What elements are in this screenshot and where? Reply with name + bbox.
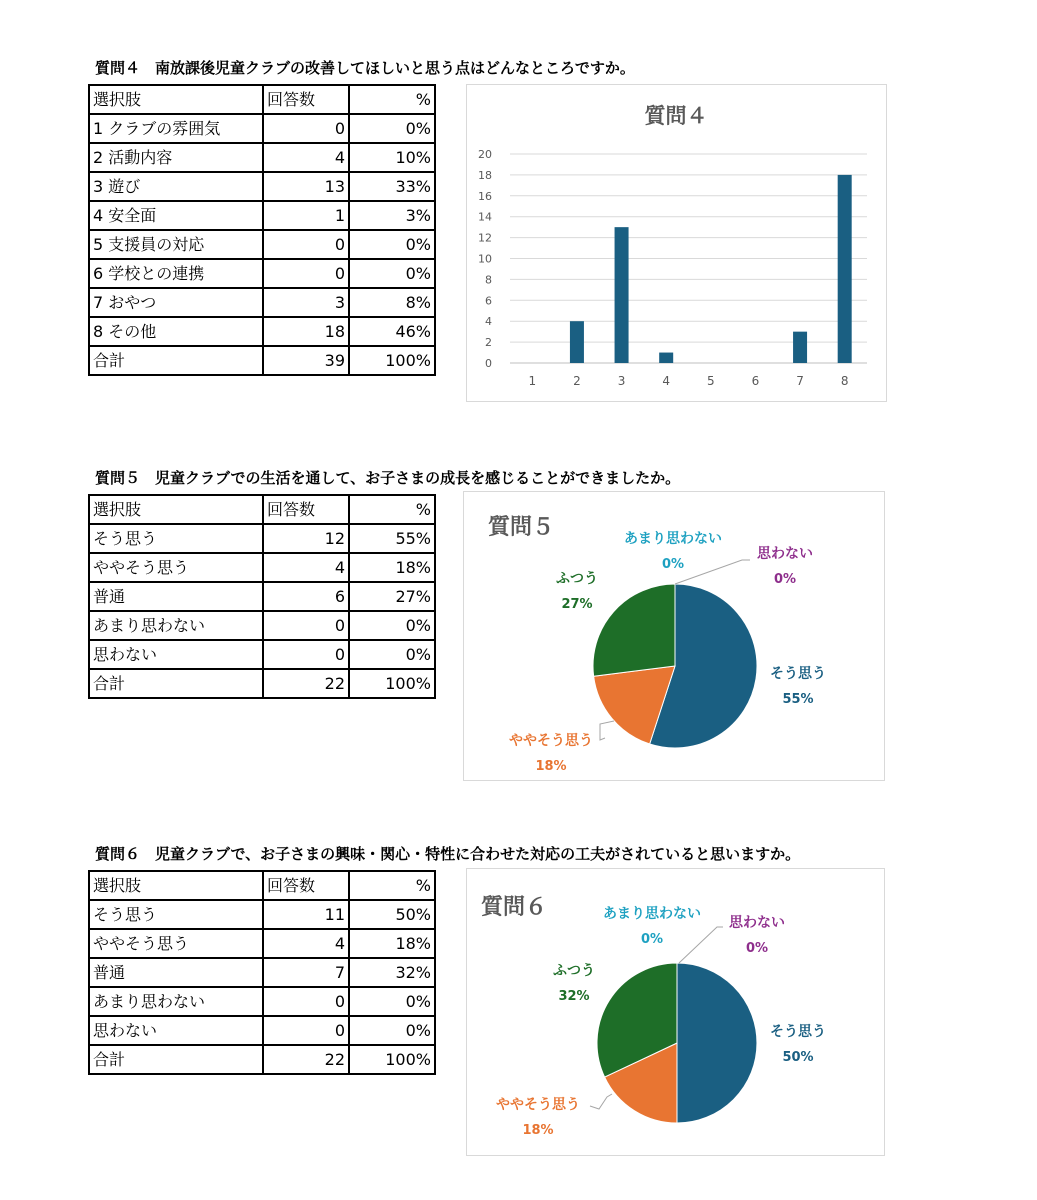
q6-table — [88, 870, 436, 1075]
y-tick-label: 16 — [478, 189, 492, 203]
bar — [659, 353, 673, 363]
q4-bar-chart — [467, 85, 886, 401]
table-cell: 32% — [349, 958, 435, 987]
slice-label: 思わない — [757, 546, 813, 562]
table-cell: 7 おやつ — [89, 288, 263, 317]
table-row — [89, 524, 435, 553]
x-tick-label: 6 — [751, 374, 760, 388]
column-header: 選択肢 — [89, 871, 263, 900]
table-header-row — [89, 871, 435, 900]
x-tick-label: 5 — [706, 374, 715, 388]
slice-percent: 27% — [561, 597, 593, 612]
table-cell: 0% — [349, 114, 435, 143]
y-tick-label: 14 — [478, 210, 492, 224]
y-tick-label: 4 — [485, 315, 492, 329]
table-cell: ややそう思う — [89, 553, 263, 582]
slice-percent: 18% — [522, 1123, 554, 1138]
table-row — [89, 230, 435, 259]
table-cell: ややそう思う — [89, 929, 263, 958]
table-cell: 0 — [263, 987, 349, 1016]
table-cell: 0% — [349, 640, 435, 669]
table-cell: 13 — [263, 172, 349, 201]
bar — [615, 227, 629, 363]
y-tick-label: 12 — [478, 231, 492, 245]
table-cell: 8% — [349, 288, 435, 317]
bar — [570, 321, 584, 363]
column-header: 回答数 — [263, 871, 349, 900]
table-cell: 22 — [263, 669, 349, 698]
table-cell: 1 クラブの雰囲気 — [89, 114, 263, 143]
bar — [838, 175, 852, 363]
table-cell: 2 活動内容 — [89, 143, 263, 172]
table-row — [89, 553, 435, 582]
table-row — [89, 900, 435, 929]
slice-percent: 0% — [661, 557, 685, 572]
slice-label: 思わない — [729, 915, 785, 931]
table-cell: 4 — [263, 929, 349, 958]
x-tick-label: 3 — [617, 374, 626, 388]
slice-percent: 55% — [782, 692, 814, 707]
table-cell: あまり思わない — [89, 611, 263, 640]
table-cell: 0 — [263, 640, 349, 669]
table-cell: 0 — [263, 1016, 349, 1045]
x-tick-label: 1 — [528, 374, 537, 388]
table-cell: 0 — [263, 259, 349, 288]
table-cell: 合計 — [89, 1045, 263, 1074]
slice-percent: 0% — [773, 572, 797, 587]
table-cell: 3 — [263, 288, 349, 317]
table-row — [89, 611, 435, 640]
y-tick-label: 18 — [478, 168, 492, 182]
table-row — [89, 640, 435, 669]
table-cell: 4 — [263, 143, 349, 172]
table-cell: 普通 — [89, 958, 263, 987]
slice-percent: 50% — [782, 1050, 814, 1065]
table-cell: そう思う — [89, 900, 263, 929]
table-cell: 18% — [349, 929, 435, 958]
q5-title: 質問５ 児童クラブでの生活を通して、お子さまの成長を感じることができましたか。 — [95, 469, 681, 487]
slice-label: ふつう — [556, 571, 598, 587]
table-cell: 0% — [349, 1016, 435, 1045]
table-row — [89, 929, 435, 958]
q5-chart — [463, 491, 885, 781]
table-cell: 4 安全面 — [89, 201, 263, 230]
slice-label: ややそう思う — [509, 733, 593, 749]
slice-percent: 32% — [558, 989, 590, 1004]
column-header: 回答数 — [263, 85, 349, 114]
table-cell: 3% — [349, 201, 435, 230]
y-tick-label: 10 — [478, 252, 492, 266]
table-cell: 0% — [349, 611, 435, 640]
q4-table — [88, 84, 436, 376]
column-header: 選択肢 — [89, 85, 263, 114]
slice-percent: 18% — [535, 759, 567, 774]
table-cell: 思わない — [89, 640, 263, 669]
x-tick-label: 2 — [573, 374, 581, 388]
table-cell: 10% — [349, 143, 435, 172]
table-row — [89, 1045, 435, 1074]
y-tick-label: 20 — [478, 148, 492, 161]
table-cell: 8 その他 — [89, 317, 263, 346]
table-cell: 0 — [263, 114, 349, 143]
chart-title: 質問５ — [488, 515, 555, 540]
column-header: % — [349, 85, 435, 114]
table-cell: 18 — [263, 317, 349, 346]
column-header: % — [349, 871, 435, 900]
table-header-row — [89, 85, 435, 114]
table-row — [89, 1016, 435, 1045]
chart-title: 質問６ — [481, 895, 548, 920]
table-cell: 7 — [263, 958, 349, 987]
x-tick-label: 7 — [796, 374, 804, 388]
table-cell: 普通 — [89, 582, 263, 611]
q5-pie-chart — [464, 492, 884, 780]
table-row — [89, 346, 435, 375]
table-cell: 0% — [349, 230, 435, 259]
y-tick-label: 6 — [485, 294, 492, 308]
table-row — [89, 582, 435, 611]
slice-percent: 0% — [640, 932, 664, 947]
table-cell: 合計 — [89, 346, 263, 375]
slice-label: そう思う — [770, 666, 826, 682]
table-row — [89, 669, 435, 698]
table-cell: 11 — [263, 900, 349, 929]
table-cell: 55% — [349, 524, 435, 553]
table-row — [89, 172, 435, 201]
table-cell: 0% — [349, 259, 435, 288]
column-header: % — [349, 495, 435, 524]
slice-label: ややそう思う — [496, 1097, 580, 1113]
table-cell: 100% — [349, 346, 435, 375]
chart-title: 質問４ — [644, 104, 708, 128]
table-cell: 22 — [263, 1045, 349, 1074]
q5-table — [88, 494, 436, 699]
table-row — [89, 288, 435, 317]
table-cell: 0 — [263, 230, 349, 259]
table-cell: 12 — [263, 524, 349, 553]
table-cell: 50% — [349, 900, 435, 929]
table-cell: 39 — [263, 346, 349, 375]
slice-label: あまり思わない — [603, 906, 701, 922]
leader-line — [679, 927, 723, 963]
q6-chart — [466, 868, 885, 1156]
slice-percent: 0% — [745, 941, 769, 956]
q4-title: 質問４ 南放課後児童クラブの改善してほしいと思う点はどんなところですか。 — [95, 59, 635, 77]
table-cell: 18% — [349, 553, 435, 582]
table-cell: あまり思わない — [89, 987, 263, 1016]
pie-slice — [593, 584, 675, 676]
table-row — [89, 317, 435, 346]
slice-label: そう思う — [770, 1024, 826, 1040]
table-cell: 33% — [349, 172, 435, 201]
table-cell: 5 支援員の対応 — [89, 230, 263, 259]
table-cell: 6 学校との連携 — [89, 259, 263, 288]
table-header-row — [89, 495, 435, 524]
y-tick-label: 0 — [485, 357, 492, 370]
table-cell: 100% — [349, 669, 435, 698]
leader-line — [590, 1094, 612, 1109]
pie-slice — [677, 963, 757, 1123]
table-cell: 3 遊び — [89, 172, 263, 201]
table-cell: 1 — [263, 201, 349, 230]
table-cell: 6 — [263, 582, 349, 611]
table-row — [89, 143, 435, 172]
table-cell: 0% — [349, 987, 435, 1016]
q6-pie-chart — [467, 869, 884, 1155]
x-tick-label: 8 — [840, 374, 849, 388]
slice-label: あまり思わない — [624, 531, 722, 547]
table-row — [89, 259, 435, 288]
bar — [793, 332, 807, 363]
table-cell: そう思う — [89, 524, 263, 553]
leader-line — [675, 560, 750, 584]
table-row — [89, 114, 435, 143]
table-row — [89, 201, 435, 230]
x-tick-label: 4 — [662, 374, 671, 388]
column-header: 回答数 — [263, 495, 349, 524]
table-cell: 合計 — [89, 669, 263, 698]
table-cell: 46% — [349, 317, 435, 346]
table-cell: 0 — [263, 611, 349, 640]
table-cell: 27% — [349, 582, 435, 611]
table-cell: 100% — [349, 1045, 435, 1074]
y-tick-label: 8 — [485, 273, 492, 287]
table-row — [89, 987, 435, 1016]
table-cell: 4 — [263, 553, 349, 582]
table-row — [89, 958, 435, 987]
column-header: 選択肢 — [89, 495, 263, 524]
slice-label: ふつう — [553, 963, 595, 979]
leader-line — [600, 721, 614, 740]
y-tick-label: 2 — [485, 336, 492, 350]
q4-chart — [466, 84, 887, 402]
q6-title: 質問６ 児童クラブで、お子さまの興味・関心・特性に合わせた対応の工夫がされていると思いますか。 — [95, 845, 801, 863]
table-cell: 思わない — [89, 1016, 263, 1045]
